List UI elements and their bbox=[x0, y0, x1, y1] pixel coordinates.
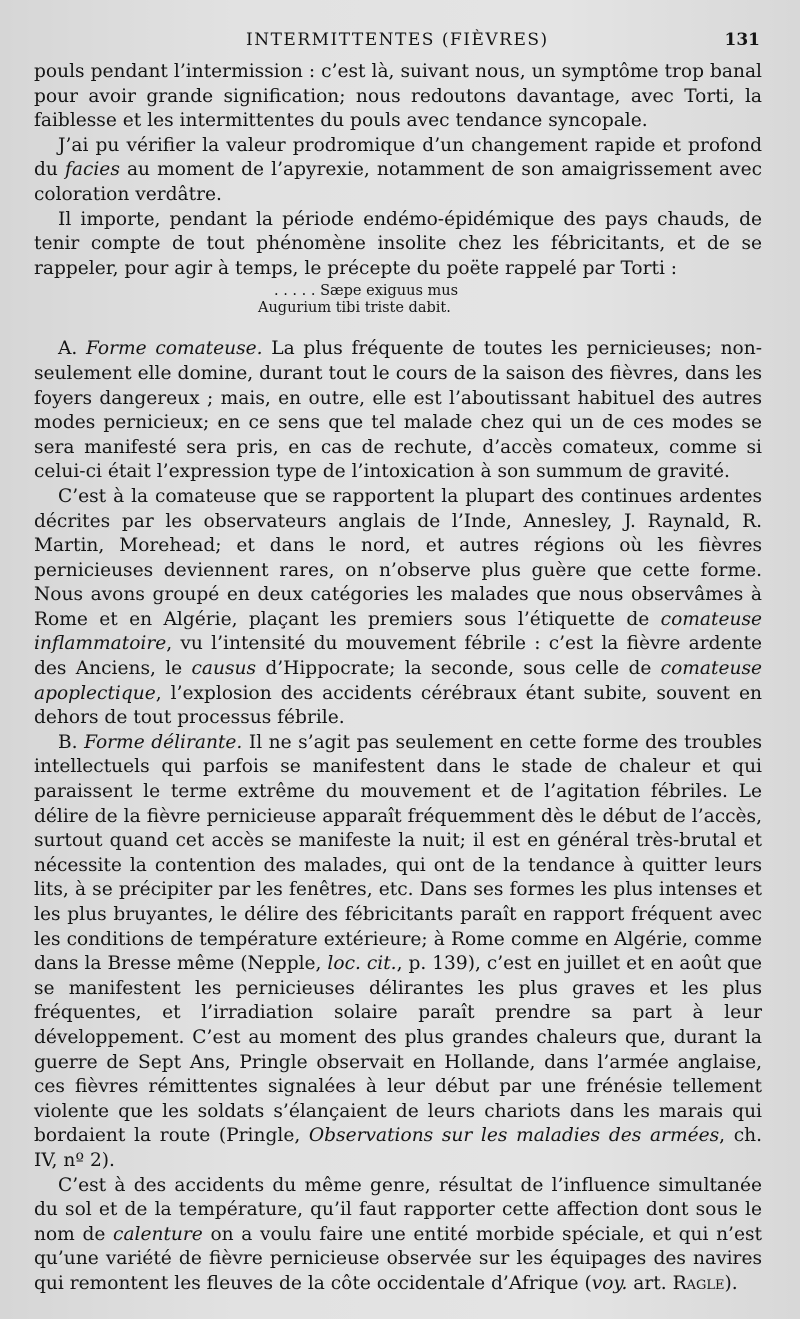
page-header bbox=[34, 28, 762, 60]
paragraph: C’est à des accidents du même genre, résultat de l’influence simultanée du sol et de la température, qu’il faut rapporter cette affection dont sous le nom de calenture on a voulu faire une entité morbide spéciale, et qui n’est qu’une variété de fièvre pernicieuse observée sur les équipages des navires qui remontent les fleuves de la côte occidentale d’Afrique (voy. art. Ragle). bbox=[34, 1174, 762, 1294]
page-number: 131 bbox=[724, 30, 760, 50]
paragraph: pouls pendant l’intermission : c’est là, suivant nous, un symptôme trop banal pour avoir grande signification; nous redoutons davantage, avec Torti, la faiblesse et les intermittentes du pouls avec tendance syncopale. bbox=[34, 61, 762, 132]
paragraph: Il importe, pendant la période endémo-épidémique des pays chauds, de tenir compte de tout phénomène insolite chez les fébricitants, et de se rappeler, pour agir à temps, le précepte du poëte rappelé par Torti : bbox=[34, 208, 762, 279]
paragraph: J’ai pu vérifier la valeur prodromique d’un changement rapide et profond du facies au moment de l’apyrexie, notamment de son amaigrissement avec coloration verdâtre. bbox=[34, 134, 762, 205]
page-body bbox=[34, 60, 762, 1297]
paragraph: C’est à la comateuse que se rapportent la plupart des continues ardentes décrites par les observateurs anglais de l’Inde, Annesley, J. Raynald, R. Martin, Morehead; et dans le nord, et autres régions où les fièvres pernicieuses deviennent rares, on n’observe plus guère que cette forme. Nous avons groupé en deux catégories les malades que nous observâmes à Rome et en Algérie, plaçant les premiers sous l’étiquette de comateuse inflammatoire, vu l’intensité du mouvement fébrile : c’est la fièvre ardente des Anciens, le causus d’Hippocrate; la seconde, sous celle de comateuse apoplectique, l’explosion des accidents cérébraux étant subite, souvent en dehors de tout processus fébrile. bbox=[34, 485, 762, 729]
section-a-paragraph: A. Forme comateuse. La plus fréquente de toutes les pernicieuses; non-seulement elle domine, durant tout le cours de la saison des fièvres, dans les foyers dangereux ; mais, en outre, elle est l’aboutissant habituel des autres modes pernicieux; en ce sens que tel malade chez qui un de ces modes se sera manifesté sera pris, en cas de rechute, d’accès comateux, comme si celui-ci était l’expression type de l’intoxication à son summum de gravité. bbox=[34, 338, 763, 483]
quote-line: . . . . . Sæpe exiguus mus bbox=[274, 283, 459, 300]
section-heading: Forme délirante. bbox=[84, 731, 243, 753]
latin-quote bbox=[34, 283, 762, 317]
quote-line: Augurium tibi triste dabit. bbox=[258, 300, 451, 317]
section-heading: Forme comateuse. bbox=[86, 338, 263, 360]
section-b-paragraph: B. Forme délirante. Il ne s’agit pas seulement en cette forme des troubles intellectuels qui parfois se manifestent dans le stade de chaleur et qui paraissent le terme extrême du mouvement et de l’agitation fébriles. Le délire de la fièvre pernicieuse apparaît fréquemment dès le début de l’accès, surtout quand cet accès se manifeste la nuit; il est en général très-brutal et nécessite la contention des malades, qui ont de la tendance à quitter leurs lits, à se précipiter par les fenêtres, etc. Dans ses formes les plus intenses et les plus bruyantes, le délire des fébricitants paraît en rapport fréquent avec les conditions de température extérieure; à Rome comme en Algérie, comme dans la Bresse même (Nepple, loc. cit., p. 139), c’est en juillet et en août que se manifestent les pernicieuses délirantes les plus graves et les plus fréquentes, et l’irradiation solaire paraît prendre sa part à leur développement. C’est au moment des plus grandes chaleurs que, durant la guerre de Sept Ans, Pringle observait en Hollande, dans l’armée anglaise, ces fièvres rémittentes signalées à leur début par une frénésie tellement violente que les soldats s’élançaient de leurs chariots dans les marais qui bordaient la route (Pringle, Observations sur les maladies des armées, ch. IV, nº 2). bbox=[34, 731, 763, 1171]
running-title: INTERMITTENTES (FIÈVRES) bbox=[246, 30, 549, 50]
